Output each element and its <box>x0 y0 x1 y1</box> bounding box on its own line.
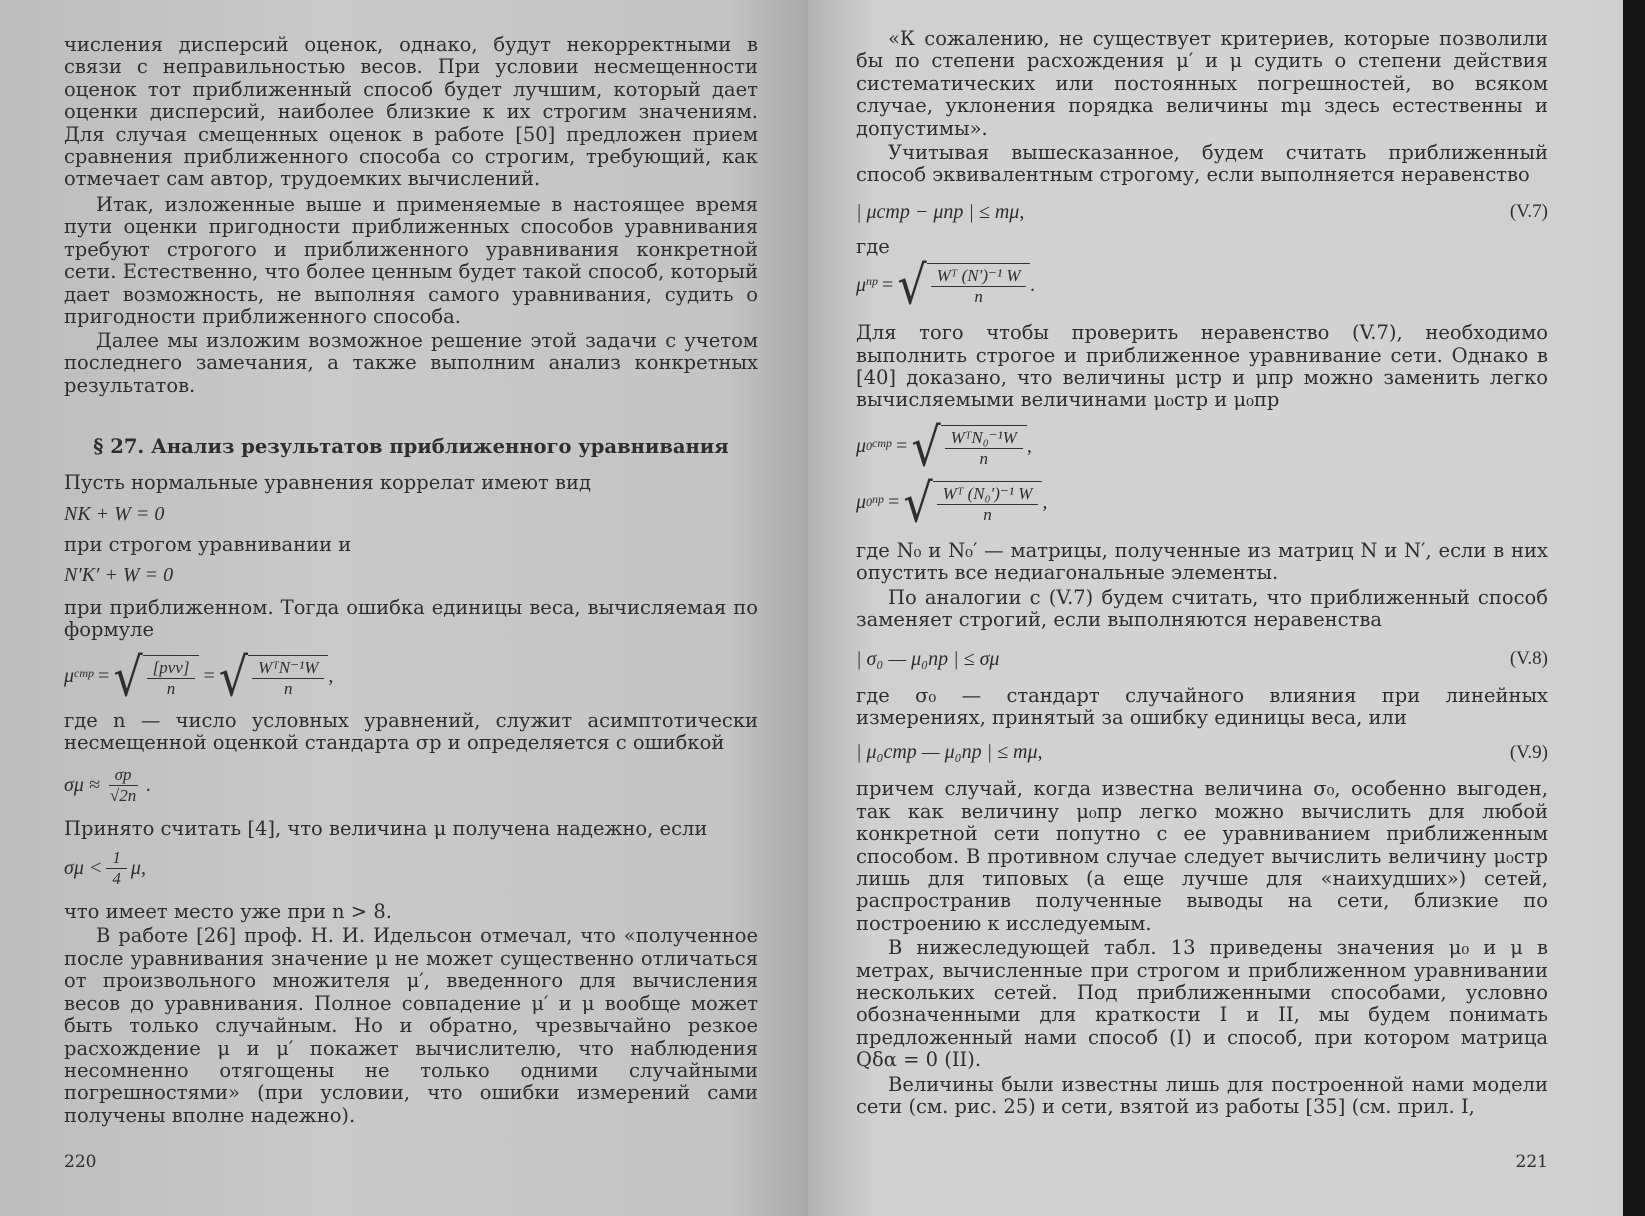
text-sigma0: где σ₀ — стандарт случайного влияния при линейных измерениях, принятый за ошибку единицы веса, или <box>856 683 1548 729</box>
frac-pvv: [pvv] <box>147 658 196 679</box>
left-paragraph-2: Итак, изложенные выше и применяемые в настоящее время пути оценки пригодности приближенных способов уравнивания требуют строгого и приближенного уравнивания конкретной сети. Естественно, что более ценным будет такой способ, который дает возможность, не выполняя самого уравнивания, судить о пригодности приближенного способа. <box>64 193 758 329</box>
text-strict: при строгом уравнивании и <box>64 532 352 556</box>
sup-str: стр <box>74 665 95 680</box>
equation-v8: | σ₀ — μ₀пр | ≤ σμ (V.8) <box>856 647 1548 670</box>
text-where-n: где n — число условных уравнений, служит асимптотически несмещенной оценкой стандарта σp и определяется с ошибкой <box>64 708 758 755</box>
text-check: Для того чтобы проверить неравенство (V.7), необходимо выполнить строгое и приближенное уравнивание сети. Однако в [40] доказано, что величины μстр и μпр можно заменить легко вычисляемыми величинами μ₀стр и μ₀пр <box>856 321 1548 412</box>
text-normal-equations: Пусть нормальные уравнения коррелат имеют вид <box>64 471 591 495</box>
text-table: В нижеследующей табл. 13 приведены значения μ₀ и μ в метрах, вычисленные при строгом и приближенном уравнивании нескольких сетей. Под приближенными способами, условно обозначенными для краткости I и II, мы будем понимать предложенный нами способ (I) и способ, при котором матрица Qδα = 0 (II). <box>856 936 1548 1072</box>
quote-paragraph: «К сожалению, не существует критериев, которые позволили бы по степени расхождения μ′ и μ судить о степени действия систематических или постоянных погрешностей, во всяком случае, уклонения порядка величины mμ здесь естественны и допустимы». <box>856 27 1548 140</box>
equation-strict: NK + W = 0 <box>64 502 165 525</box>
text-case: причем случай, когда известна величина σ₀, особенно выгоден, так как величину μ₀пр легко можно вычислить для любой конкретной сети попутно с ее уравниванием приближенным способом. В противном случае следует вычислить величину μ₀стр лишь для типовых (а еще лучше для «наихудших») сетей, распространив полученные выводы на сети, близкие по построению к исследуемым. <box>856 777 1548 935</box>
book-edge <box>1623 0 1645 1216</box>
left-page <box>0 0 808 1216</box>
equation-v9: | μ₀стр — μ₀пр | ≤ mμ, (V.9) <box>856 741 1548 764</box>
formula-mu0-str: μ 0 стр = √ $\frac{\text{WᵀN₀⁻¹W}}{n}$ , <box>856 415 1032 478</box>
formula-mu-str: μ стр = √ $\frac{\text{[pvv]}}{n}$ = √ $\frac{\text{WᵀN⁻¹W}}{n}$ , <box>64 645 334 708</box>
formula-mu-pr: μ пр = √ $\frac{\text{Wᵀ (N′)⁻¹ W}}{n}$ . <box>856 254 1036 317</box>
frac-n: n <box>166 678 176 698</box>
formula-mu0-pr: μ 0 пр = √ $\frac{\text{Wᵀ (N₀′)⁻¹ W}}{n}$ , <box>856 471 1048 534</box>
frac-wnw: WᵀN⁻¹W <box>252 658 324 679</box>
text-n8: что имеет место уже при n > 8. <box>64 900 392 924</box>
equation-v7: | μстр − μпр | ≤ mμ, (V.7) <box>856 200 1548 223</box>
text-n0: где N₀ и N₀′ — матрицы, полученные из матриц N и N′, если в них опустить все недиагональные элементы. <box>856 538 1548 585</box>
frac-n-2: n <box>283 678 293 698</box>
section-title: § 27. Анализ результатов приближенного уравнивания <box>93 435 729 459</box>
text-considering: Учитывая вышесказанное, будем считать приближенный способ эквивалентным строгому, если выполняется неравенство <box>856 141 1548 187</box>
equation-number-v7: (V.7) <box>1509 201 1548 223</box>
equation-approx: N′K′ + W = 0 <box>64 564 174 587</box>
mu-symbol: μ <box>64 665 75 688</box>
formula-sigma-mu: σμ ≈ $\frac{\sigma p}{√2n}$ . <box>64 764 152 805</box>
equation-number-v8: (V.8) <box>1509 648 1548 669</box>
formula-sigma-lt: σμ < $\frac{1}{4}$ μ, <box>64 848 146 889</box>
page-number-left: 220 <box>64 1152 97 1172</box>
text-approx: при приближенном. Тогда ошибка единицы веса, вычисляемая по формуле <box>64 596 758 642</box>
left-paragraph-3: Далее мы изложим возможное решение этой задачи с учетом последнего замечания, а также выполним анализ конкретных результатов. <box>64 329 758 397</box>
text-accepted: Принято считать [4], что величина μ получена надежно, если <box>64 816 708 840</box>
page-number-right: 221 <box>1515 1152 1548 1172</box>
right-page <box>808 0 1623 1216</box>
equation-number-v9: (V.9) <box>1509 741 1548 763</box>
text-analogy: По аналогии с (V.7) будем считать, что приближенный способ заменяет строгий, если выполняются неравенства <box>856 585 1548 632</box>
text-values: Величины были известны лишь для построенной нами модели сети (см. рис. 25) и сети, взятой из работы [35] (см. прил. I, <box>856 1072 1548 1118</box>
text-gde: где <box>856 234 890 258</box>
text-idelson: В работе [26] проф. Н. И. Идельсон отмечал, что «полученное после уравнивания значение μ не может существенно отличаться от произвольного множителя μ′, введенного для вычисления весов до уравнивания. Полное совпадение μ′ и μ вообще может быть только случайным. Но и обратно, чрезвычайно резкое расхождение μ и μ′ покажет вычислителю, что наблюдения несомненно отягощены не только одними случайными погрешностями» (при условии, что ошибки измерений сами получены вполне надежно). <box>64 924 758 1127</box>
left-paragraph-1: числения дисперсий оценок, однако, будут некорректными в связи с неправильностью весов. При условии несмещенности оценок тот приближенный способ будет лучшим, который дает оценки дисперсий, наиболее близкие к их строгим значениям. Для случая смещенных оценок в работе [50] предложен прием сравнения приближенного способа со строгим, требующий, как отмечает сам автор, трудоемких вычислений. <box>64 33 758 191</box>
